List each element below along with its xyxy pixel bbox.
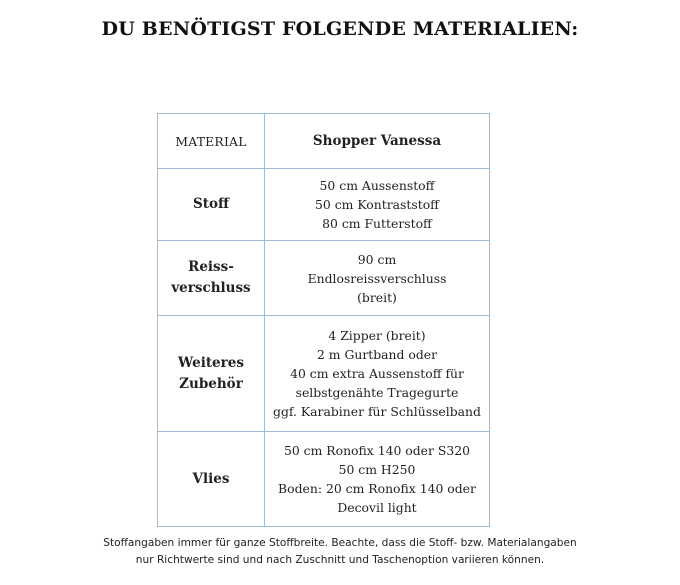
value-line: 80 cm Futterstoff (322, 216, 432, 231)
value-line: 50 cm Kontraststoff (315, 197, 439, 212)
value-line: selbstgenähte Tragegurte (295, 385, 459, 400)
value-line: 2 m Gurtband oder (316, 347, 438, 362)
value-line: 40 cm extra Aussenstoff für (290, 366, 464, 381)
row-label: Zubehör (179, 375, 243, 392)
value-line: 90 cm (357, 251, 397, 267)
footnote-line: Stoffangaben immer für ganze Stoffbreite. Beachte, dass die Stoff- bzw. Materialangaben (103, 537, 577, 549)
header-label: MATERIAL (175, 133, 247, 149)
header-label-cell (158, 114, 265, 169)
value-line: 4 Zipper (breit) (328, 328, 426, 343)
row-label-cell (158, 169, 265, 241)
page-title: DU BENÖTIGST FOLGENDE MATERIALIEN: (101, 18, 579, 40)
row-label: Reiss- (188, 259, 234, 275)
value-line: 50 cm H250 (338, 462, 416, 477)
header-product-cell (265, 114, 490, 169)
row-label-cell (158, 241, 265, 316)
value-line: Decovil light (337, 500, 417, 515)
value-line: Boden: 20 cm Ronofix 140 oder (278, 481, 476, 496)
product-name: Shopper Vanessa (312, 133, 442, 149)
value-line: Endlosreissverschluss (307, 270, 447, 286)
row-value-cell (265, 241, 490, 316)
row-label-cell (158, 432, 265, 527)
row-label: Weiteres (178, 354, 244, 371)
value-line: 50 cm Aussenstoff (319, 178, 435, 193)
value-line: (breit) (357, 289, 397, 305)
value-line: ggf. Karabiner für Schlüsselband (273, 404, 481, 419)
row-label-cell (158, 316, 265, 432)
materials-table (157, 113, 490, 527)
row-value-cell (265, 316, 490, 432)
footnote-line: nur Richtwerte sind und nach Zuschnitt und Taschenoption variieren können. (135, 554, 545, 566)
value-line: 50 cm Ronofix 140 oder S320 (283, 443, 471, 458)
table-row (158, 316, 490, 432)
row-value-cell (265, 169, 490, 241)
table-header-row (158, 114, 490, 169)
row-value-cell (265, 432, 490, 527)
table-row (158, 241, 490, 316)
row-label: Vlies (192, 470, 230, 487)
row-label: Stoff (192, 196, 230, 212)
table-row (158, 432, 490, 527)
table-row (158, 169, 490, 241)
footnote (0, 535, 680, 569)
row-label: verschluss (171, 280, 251, 296)
